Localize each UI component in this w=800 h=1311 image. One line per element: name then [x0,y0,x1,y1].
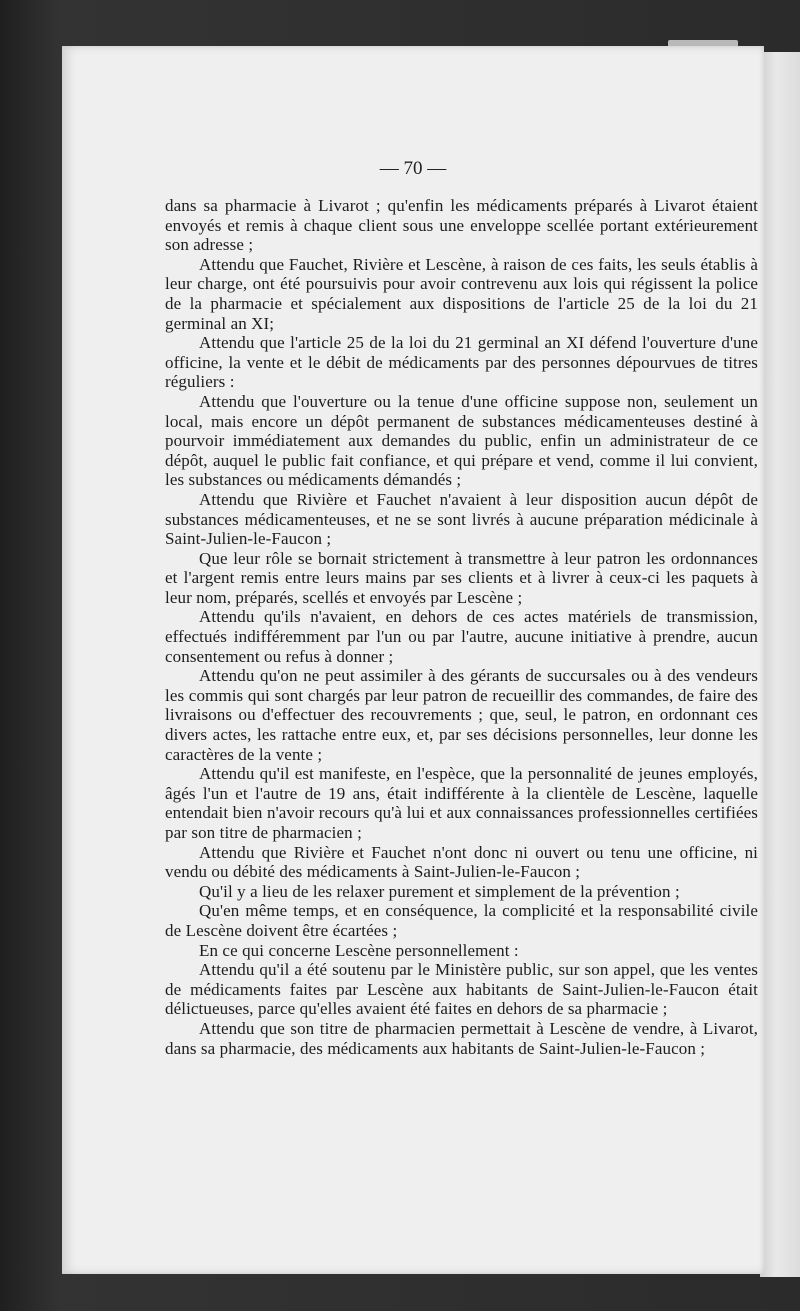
paragraph-1: dans sa pharmacie à Livarot ; qu'enfin les médicaments préparés à Livarot étaient envoyés et remis à chaque client sous une enveloppe scellée portant extérieurement son adresse ; [165,196,758,255]
paragraph-12: Qu'en même temps, et en conséquence, la complicité et la responsabilité civile de Lescène doivent être écartées ; [165,901,758,940]
next-page-edge [760,52,800,1277]
book-page [62,46,764,1274]
paragraph-7: Attendu qu'ils n'avaient, en dehors de ces actes matériels de transmission, effectués indifféremment par l'un ou par l'autre, aucune initiative à prendre, aucun consentement ou refus à donner ; [165,607,758,666]
body-text [165,196,758,1058]
paragraph-9: Attendu qu'il est manifeste, en l'espèce, que la personnalité de jeunes employés, âgés l'un et l'autre de 19 ans, était indifférente à la clientèle de Lescène, laquelle entendait bien n'avoir recours qu'à lui et aux connaissances professionnelles certifiées par son titre de pharmacien ; [165,764,758,842]
paragraph-5: Attendu que Rivière et Fauchet n'avaient à leur disposition aucun dépôt de substances médicamenteuses, et ne se sont livrés à aucune préparation médicinale à Saint-Julien-le-Faucon ; [165,489,758,549]
paragraph-11: Qu'il y a lieu de les relaxer purement et simplement de la prévention ; [199,881,680,901]
paragraph-14: Attendu qu'il a été soutenu par le Ministère public, sur son appel, que les ventes de médicaments faites par Lescène aux habitants de Saint-Julien-le-Faucon était délictueuses, parce qu'elles avaient été faites en dehors de sa pharmacie ; [165,960,758,1019]
paragraph-4: Attendu que l'ouverture ou la tenue d'une officine suppose non, seulement un local, mais encore un dépôt permanent de substances médicamenteuses destiné à pourvoir immédiatement aux demandes du public, enfin un administrateur de ce dépôt, auquel le public fait confiance, et qui prépare et vend, comme il lui convient, les substances ou médicaments démandés ; [165,391,758,490]
paragraph-3: Attendu que l'article 25 de la loi du 21 germinal an XI défend l'ouverture d'une officine, la vente et le débit de médicaments par des personnes dépourvues de titres réguliers : [165,333,758,392]
paragraph-10: Attendu que Rivière et Fauchet n'ont donc ni ouvert ou tenu une officine, ni vendu ou débité des médicaments à Saint-Julien-le-Faucon ; [165,842,758,882]
paragraph-2: Attendu que Fauchet, Rivière et Lescène, à raison de ces faits, les seuls établis à leur charge, ont été poursuivis pour avoir contrevenu aux lois qui régissent la police de la pharmacie et spécialement aux dispositions de l'article 25 de la loi du 21 germinal an XI; [165,254,758,333]
paragraph-6: Que leur rôle se bornait strictement à transmettre à leur patron les ordonnances et l'argent remis entre leurs mains par ses clients et à livrer à ceux-ci les paquets à leur nom, préparés, scellés et envoyés par Lescène ; [165,548,758,607]
page-number: — 70 — [379,158,447,179]
paragraph-8: Attendu qu'on ne peut assimiler à des gérants de succursales ou à des vendeurs les commis qui sont chargés par leur patron de recueillir des commandes, de faire des livraisons ou d'effectuer des recouvrements ; que, seul, le patron, en ordonnant ces divers actes, les rattache entre eux, et, par ses décisions personnelles, leur donne les caractères de la vente ; [165,666,758,764]
paragraph-13: En ce qui concerne Lescène personnellement : [199,940,519,960]
paragraph-15: Attendu que son titre de pharmacien permettait à Lescène de vendre, à Livarot, dans sa pharmacie, des médicaments aux habitants de Saint-Julien-le-Faucon ; [165,1018,758,1058]
